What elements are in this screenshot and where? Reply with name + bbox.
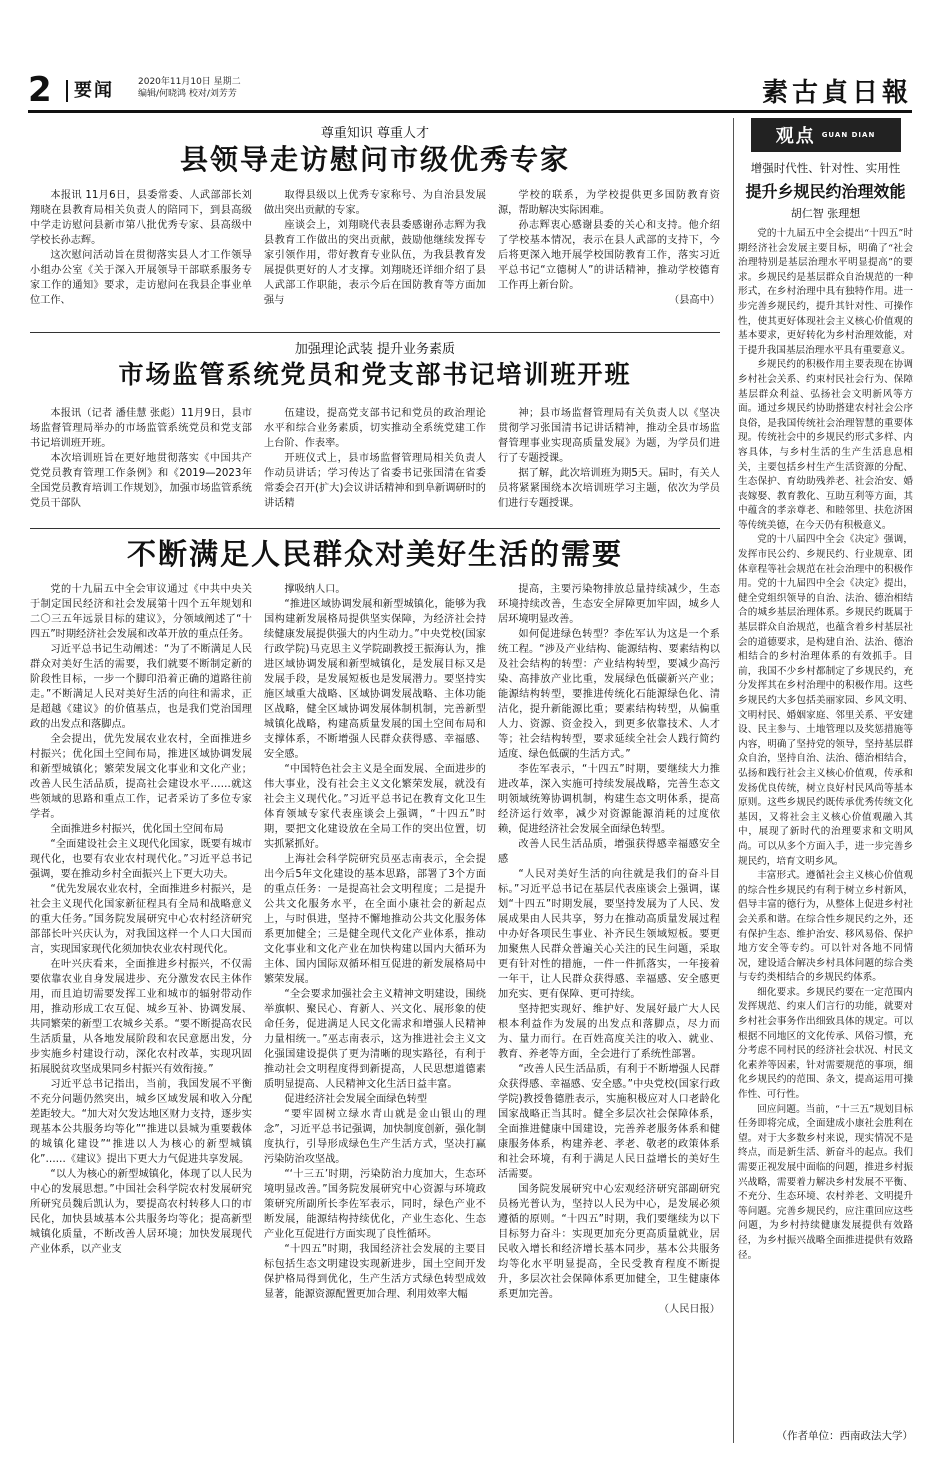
paragraph: 李佐军表示，“十四五”时期，要继续大力推进改革，深入实施可持续发展战略，完善生态文明领域统筹协调机制，构建生态文明体系，提高经济运行效率，减少对资源能源消耗的过度依赖，促进经济社会发展全面绿色转型。 <box>498 764 720 835</box>
paragraph: 座谈会上，刘翔晓代表县委感谢孙志辉为我县教育工作做出的突出贡献，鼓励他继续发挥专家引领作用，带好教育专业队伍，为我县教育发展提供更好的人才支撑。刘翔晓还详细介绍了县人武部工作职能，表示今后在国防教育等方面加强与 <box>264 220 486 306</box>
article1-headline: 县领导走访慰问市级优秀专家 <box>179 143 570 176</box>
masthead-rule <box>28 110 912 113</box>
paragraph: 全面推进乡村振兴，优化国土空间布局 <box>50 824 224 835</box>
paragraph: 国务院发展研究中心宏观经济研究部副研究员杨光普认为，坚持以人民为中心，是发展必须遵循的原则。“十四五”时期，我们要继续为以下目标努力奋斗：实现更加充分更高质量就业，居民收入增长和经济增长基本同步，基本公共服务均等化水平明显提高，全民受教育程度不断提升，多层次社会保障体系更加健全，卫生健康体系更加完善。 <box>498 1184 720 1300</box>
article2-body <box>30 406 720 524</box>
paragraph: 党的十八届四中全会《决定》强调，发挥市民公约、乡规民约、行业规章、团体章程等社会规范在社会治理中的积极作用。党的十九届四中全会《决定》提出，健全党组织领导的自治、法治、德治相结合的城乡基层治理体系。乡规民约既属于基层群众自治规范，也蕴含着乡村基层社会的道德要求，是构建自治、法治、德治相结合的乡村治理体系的有效抓手。目前，我国不少乡村都制定了乡规民约，充分发挥其在乡村治理中的积极作用。这些乡规民约大多包括美丽家园、乡风文明、文明村民、婚姻家庭、邻里关系、平安建设、民主参与、土地管理以及奖惩措施等内容，明确了坚持党的领导，坚持基层群众自治，坚持自治、法治、德治相结合，弘扬和践行社会主义核心价值观，传承和发扬优良传统，树立良好村民风尚等基本原则。这些乡规民约既传承优秀传统文化基因，又将社会主义核心价值观融入其中，展现了新时代的治理要求和文明风尚。可以从多个方面入手，进一步完善乡规民约，培育文明乡风。 <box>738 534 913 867</box>
paragraph: “全面建设社会主义现代化国家，既要有城市现代化，也要有农业农村现代化。”习近平总书记强调，要在推动乡村全面振兴上下更大功夫。 <box>30 839 252 880</box>
article-divider <box>30 332 720 333</box>
section-name: 要闻 <box>66 80 114 102</box>
byline: （人民日报） <box>658 1304 720 1315</box>
paragraph: 回应问题。当前，“十三五”规划目标任务即将完成，全面建成小康社会胜利在望。对于大多数乡村来说，现实情况不是终点，而是新生活、新奋斗的起点。我们需要正视发展中面临的问题，推进乡村振兴战略，需要着力解决乡村发展不平衡、不充分、生态环境、农村养老、文明提升等问题。完善乡规民约，应注重回应这些问题，为乡村持续健康发展提供有效路径，为乡村振兴战略全面推进提供有效路径。 <box>738 1103 913 1261</box>
paragraph: 上海社会科学院研究员巫志南表示，全会提出今后5年文化建设的基本思路，部署了3个方面的重点任务：一是提高社会文明程度；二是提升公共文化服务水平，在全面小康社会的新起点上，与时俱进，坚持不懈地推动公共文化服务体系更加健全；三是健全现代文化产业体系，推动文化事业和文化产业在加快构建以国内大循环为主体、国内国际双循环相互促进的新发展格局中繁荣发展。 <box>264 854 486 985</box>
paragraph: “‘十三五’时期，污染防治力度加大，生态环境明显改善。”国务院发展研究中心资源与环境政策研究所副所长李佐军表示，同时，绿色产业不断发展，能源结构持续优化，产业生态化、生态产业化互促进行方面实现了良性循环。 <box>264 1169 486 1240</box>
paragraph: 据了解，此次培训班为期5天。届时，有关人员将紧紧围绕本次培训班学习主题，依次为学员们进行专题授课。 <box>498 468 720 509</box>
editor-line: 编辑/何晓鸿 校对/刘芳芳 <box>138 89 237 99</box>
paragraph: 神；县市场监督管理局有关负责人以《坚决贯彻学习张国清书记讲话精神，推动全县市场监督管理事业实现高质量发展》为题，为学员们进行了专题授课。 <box>498 408 720 464</box>
paragraph: 改善人民生活品质，增强获得感幸福感安全感 <box>498 839 720 865</box>
article1-column-3 <box>498 188 720 328</box>
page-number: 2 <box>28 70 52 110</box>
article1-kicker: 尊重知识 尊重人才 <box>320 126 430 141</box>
article2-column-2 <box>264 406 486 524</box>
paragraph: “全会要求加强社会主义精神文明建设，围绕举旗帜、聚民心、育新人、兴文化、展形象的使命任务，促进满足人民文化需求和增强人民精神力量相统一。”巫志南表示，这为推进社会主义文化强国建设提供了更为清晰的现实路径，有利于推动社会文明程度得到新提高，人民思想道德素质明显提高、人民精神文化生活日益丰富。 <box>264 989 486 1090</box>
article1-body <box>30 188 720 328</box>
paragraph: 这次慰问活动旨在贯彻落实县人才工作领导小组办公室《关于深入开展领导干部联系服务专家工作的通知》要求，走访慰问在我县企事业单位工作、 <box>30 250 252 306</box>
article3-column-3 <box>498 582 720 1446</box>
paragraph: “中国特色社会主义是全面发展、全面进步的伟大事业，没有社会主义文化繁荣发展，就没有社会主义现代化。”习近平总书记在教育文化卫生体育领域专家代表座谈会上强调，“十四五”时期，要把文化建设放在全局工作的突出位置，切实抓紧抓好。 <box>264 764 486 850</box>
sidebar-authors: 胡仁智 张理想 <box>790 207 861 220</box>
byline: （县高中） <box>669 295 720 306</box>
paragraph: 取得县级以上优秀专家称号、为自治县发展做出突出贡献的专家。 <box>264 190 486 216</box>
paragraph: 伍建设，提高党支部书记和党员的政治理论水平和综合业务素质，切实推动全系统党建工作上台阶、作表率。 <box>264 408 486 449</box>
paragraph: 党的十九届五中全会审议通过《中共中央关于制定国民经济和社会发展第十四个五年规划和二〇三五年远景目标的建议》，分领域阐述了“十四五”时期经济社会发展和改革开放的重点任务。 <box>30 584 252 640</box>
paragraph: 撑吸纳人口。 <box>284 584 346 595</box>
paragraph: 孙志辉衷心感谢县委的关心和支持。他介绍了学校基本情况，表示在县人武部的支持下，今后将更深入地开展学校国防教育工作，落实习近平总书记“立德树人”的讲话精神，推动学校德育工作再上新台阶。 <box>498 220 720 291</box>
paragraph: 在叶兴庆看来，全面推进乡村振兴，不仅需要依靠农业自身发展进步、充分激发农民主体作用，而且迫切需要发挥工业和城市的辐射带动作用，推动形成工农互促、城乡互补、协调发展、共同繁荣的新型工农城乡关系。“要不断提高农民生活质量，从各地发展阶段和农民意愿出发，分步实施乡村建设行动，深化农村改革，实现巩固拓展脱贫攻坚成果同乡村振兴有效衔接。” <box>30 959 252 1075</box>
opinion-badge <box>751 118 901 152</box>
paper-name: 素古貞日報 <box>761 78 912 108</box>
paragraph: 本报讯 11月6日，县委常委、人武部部长刘翔晓在县教育局相关负责人的陪同下，到县高级中学走访慰问县新市第八批优秀专家、县高级中学校长孙志辉。 <box>30 190 252 246</box>
masthead-meta <box>138 76 241 100</box>
paragraph: “改善人民生活品质，有利于不断增强人民群众获得感、幸福感、安全感。”中央党校(国家行政学院)教授鲁德胜表示，实施积极应对人口老龄化国家战略正当其时。健全多层次社会保障体系，全面推进健康中国建设，完善养老服务体系和健康服务体系，构建养老、孝老、敬老的政策体系和社会环境，有利于满足人民日益增长的美好生活需要。 <box>498 1064 720 1180</box>
article3-headline: 不断满足人民群众对美好生活的需要 <box>126 537 623 571</box>
article1-column-2 <box>264 188 486 328</box>
paragraph: 习近平总书记指出，当前，我国发展不平衡不充分问题仍然突出，城乡区域发展和收入分配差距较大。“加大对欠发达地区财力支持，逐步实现基本公共服务均等化”“推进以县城为重要载体的城镇化建设”“推进以人为核心的新型城镇化”……《建议》提出下更大力气促进共享发展。 <box>30 1079 252 1165</box>
sidebar-kicker: 增强时代性、针对性、实用性 <box>750 161 901 175</box>
paragraph: 本次培训班旨在更好地贯彻落实《中国共产党党员教育管理工作条例》和《2019—2023年全国党员教育培训工作规划》，加强市场监管系统党员干部队 <box>30 453 252 509</box>
badge-label: 观点 <box>775 126 816 147</box>
paragraph: 细化要求。乡规民约要在一定范围内发挥规范、约束人们言行的功能，就要对乡村社会事务作出细致具体的规定。可以根据不同地区的文化传承、风俗习惯，充分考虑不同村民的经济社会状况、村民文化素养等因素，针对需要规范的事项，细化乡规民约的范围、条文，提高运用可操作性、可行性。 <box>738 986 913 1101</box>
article-divider <box>30 528 720 529</box>
paragraph: 本报讯（记者 潘佳慧 张彪）11月9日，县市场监督管理局举办的市场监管系统党员和党支部书记培训班开班。 <box>30 408 252 449</box>
paragraph: “优先发展农业农村，全面推进乡村振兴，是社会主义现代化国家新征程具有全局和战略意义的重大任务。”国务院发展研究中心农村经济研究部部长叶兴庆认为，对我国这样一个人口大国而言，实现国家现代化须加快农业农村现代化。 <box>30 884 252 955</box>
paragraph: 党的十九届五中全会提出“十四五”时期经济社会发展主要目标，明确了“社会治理特别是基层治理水平明显提高”的要求。乡规民约是基层群众自治规范的一种形式，在乡村治理中具有独特作用。进一步完善乡规民约，提升其针对性、可操作性，使其更好体现社会主义核心价值观的基本要求，更好转化为乡村治理效能，对于提升我国基层治理水平具有重要意义。 <box>738 228 913 356</box>
masthead <box>28 70 912 114</box>
paragraph: 习近平总书记生动阐述：“为了不断满足人民群众对美好生活的需要，我们就要不断制定新的阶段性目标，一步一个脚印沿着正确的道路往前走。”不断满足人民对美好生活的向往和需求，正是超越《建议》的价值基点，也是我们党治国理政的出发点和落脚点。 <box>30 644 252 730</box>
paragraph: 坚持把实现好、维护好、发展好最广大人民根本利益作为发展的出发点和落脚点，尽力而为、量力而行。在百姓高度关注的收入、就业、教育、养老等方面，全会进行了系统性部署。 <box>498 1004 720 1060</box>
badge-sublabel: GUAN DIAN <box>821 131 876 139</box>
paragraph: 促进经济社会发展全面绿色转型 <box>284 1094 428 1105</box>
paragraph: “推进区域协调发展和新型城镇化，能够为我国构建新发展格局提供坚实保障，为经济社会持续健康发展提供强大的内生动力。”中央党校(国家行政学院)马克思主义学院副教授王振海认为，推进区域协调发展和新型城镇化，是发展目标又是发展手段，是发展短板也是发展潜力。要坚持实施区域重大战略、区域协调发展战略、主体功能区战略，健全区域协调发展体制机制，完善新型城镇化战略，构建高质量发展的国土空间布局和支撑体系，不断增强人民群众获得感、幸福感、安全感。 <box>264 599 486 760</box>
paragraph: 提高，主要污染物排放总量持续减少，生态环境持续改善，生态安全屏障更加牢固，城乡人居环境明显改善。 <box>498 584 720 625</box>
article3-column-1 <box>30 582 252 1446</box>
paragraph: 全会提出，优先发展农业农村，全面推进乡村振兴；优化国土空间布局，推进区域协调发展和新型城镇化；繁荣发展文化事业和文化产业；改善人民生活品质，提高社会建设水平……就这些领域的思路和重点工作，记者采访了多位专家学者。 <box>30 734 252 820</box>
date-line: 2020年11月10日 星期二 <box>138 77 241 87</box>
paragraph: 乡规民约的积极作用主要表现在协调乡村社会关系、约束村民社会行为、保障基层群众利益、弘扬社会文明新风等方面。通过乡规民约协助搭建农村社会公序良俗，是我国传统社会治理智慧的重要体现。传统社会中的乡规民约形式多样、内容具体，与乡村生活的生产生活息息相关，主要包括乡村生产生活资源的分配、生态保护、育幼助残养老、社会治安、婚丧嫁娶、教育教化、互助互利等方面，其中蕴含的孝亲尊老、和睦邻里、扶危济困等传统美德，在今天仍有积极意义。 <box>738 359 913 531</box>
article2-column-1 <box>30 406 252 524</box>
paragraph: 丰富形式。遵循社会主义核心价值观的综合性乡规民约有利于树立乡村新风，倡导丰富的德行为，从整体上促进乡村社会关系和谐。在综合性乡规民约之外，还有保护生态、维护治安、移风易俗、保护地方安全等专约。可以针对各地不同情况，建设适合解决乡村具体问题的综合类与专约类相结合的乡规民约体系。 <box>738 870 913 984</box>
paragraph: 学校的联系，为学校提供更多国防教育资源，帮助解决实际困难。 <box>498 190 720 216</box>
sidebar-title: 提升乡规民约治理效能 <box>745 182 906 201</box>
paragraph: 开班仪式上，县市场监督管理局相关负责人作动员讲话；学习传达了省委书记张国清在省委常委会召开(扩大)会议讲话精神和到阜新调研时的讲话精 <box>264 453 486 509</box>
article2-kicker: 加强理论武装 提升业务素质 <box>294 342 456 357</box>
paragraph: “人民对美好生活的向往就是我们的奋斗目标。”习近平总书记在基层代表座谈会上强调，谋划“十四五”时期发展，要坚持发展为了人民、发展成果由人民共享，努力在推动高质量发展过程中办好各项民生事业、补齐民生领域短板。要更加聚焦人民群众普遍关心关注的民生问题，采取更有针对性的措施，一件一件抓落实，一年接着一年干，让人民群众获得感、幸福感、安全感更加充实、更有保障、更可持续。 <box>498 869 720 1000</box>
sidebar-body <box>738 227 913 1407</box>
article3-column-2 <box>264 582 486 1446</box>
sidebar-footer: （作者单位：西南政法大学） <box>776 1430 913 1442</box>
article2-column-3 <box>498 406 720 524</box>
article3-body <box>30 582 720 1446</box>
paragraph: “要牢固树立绿水青山就是金山银山的理念”，习近平总书记强调，加快制度创新，强化制度执行，引导形成绿色生产生活方式，坚决打赢污染防治攻坚战。 <box>264 1109 486 1165</box>
paragraph: 如何促进绿色转型？李佐军认为这是一个系统工程。“涉及产业结构、能源结构、要素结构以及社会结构的转型：产业结构转型，要减少高污染、高排放产业比重，发展绿色低碳新兴产业；能源结构转型，要推进传统化石能源绿色化、清洁化，提升新能源比重；要素结构转型，从偏重人力、资源、资金投入，到更多依靠技术、人才等；社会结构转型，要求延续全社会人践行简约适度、绿色低碳的生活方式。” <box>498 629 720 760</box>
paragraph: “十四五”时期，我国经济社会发展的主要目标包括生态文明建设实现新进步，国土空间开发保护格局得到优化，生产生活方式绿色转型成效显著，能源资源配置更加合理、利用效率大幅 <box>264 1244 486 1300</box>
paragraph: “以人为核心的新型城镇化，体现了以人民为中心的发展思想。”中国社会科学院农村发展研究所研究员魏后凯认为，要提高农村转移人口的市民化，加快县域基本公共服务均等化；提高新型城镇化质量，不断改善人居环境；加快发展现代产业体系，以产业支 <box>30 1169 252 1255</box>
article1-column-1 <box>30 188 252 328</box>
opinion-sidebar <box>733 118 913 1443</box>
article2-headline: 市场监管系统党员和党支部书记培训班开班 <box>118 360 632 389</box>
